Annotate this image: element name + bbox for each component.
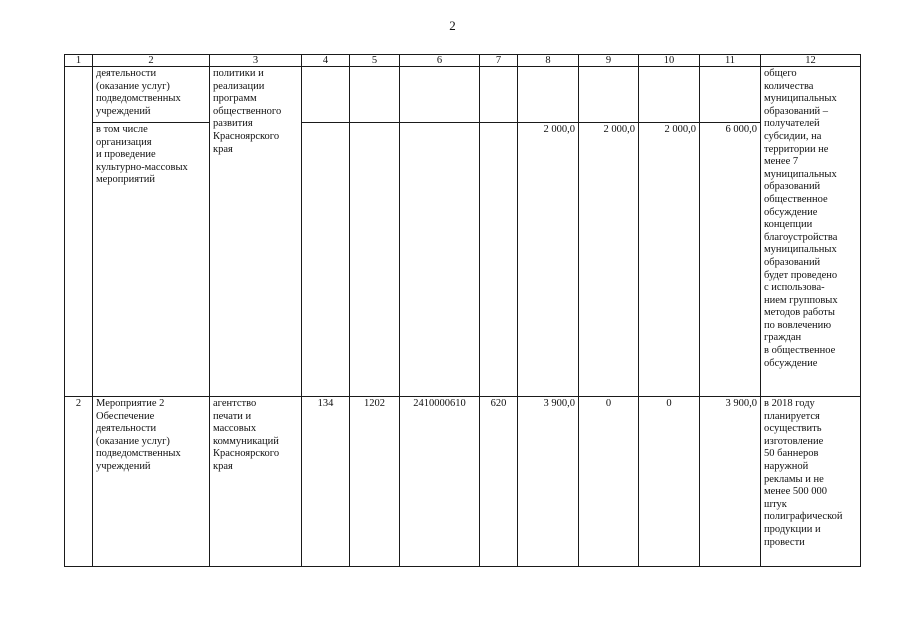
- header-cell: 3: [210, 55, 302, 67]
- header-cell: 5: [350, 55, 400, 67]
- code-cell: 620: [480, 397, 518, 567]
- header-cell: 10: [639, 55, 700, 67]
- amount-cell: 0: [639, 397, 700, 567]
- header-cell: 6: [400, 55, 480, 67]
- header-cell: 2: [93, 55, 210, 67]
- amount-cell: 3 900,0: [518, 397, 579, 567]
- header-cell: 4: [302, 55, 350, 67]
- activity-name-cell: Мероприятие 2 Обеспечение деятельности (оказание услуг) подведомственных учреждений: [93, 397, 210, 567]
- code-cell: 1202: [350, 397, 400, 567]
- activity-sub-name-cell: в том числе организация и проведение культурно-массовых мероприятий: [93, 123, 210, 397]
- amount-cell: 2 000,0: [579, 123, 639, 397]
- header-cell: 8: [518, 55, 579, 67]
- amount-cell: [639, 67, 700, 123]
- table-row: [65, 67, 861, 123]
- row-number-cell: 2: [65, 397, 93, 567]
- code-cell: [350, 123, 400, 397]
- table-row: [65, 397, 861, 567]
- executor-cell: агентство печати и массовых коммуникаций Красноярского края: [210, 397, 302, 567]
- code-cell: [350, 67, 400, 123]
- budget-table: [64, 54, 861, 567]
- code-cell: [400, 123, 480, 397]
- amount-cell: 2 000,0: [639, 123, 700, 397]
- amount-cell: 2 000,0: [518, 123, 579, 397]
- result-cell: общего количества муниципальных образований – получателей субсидии, на территории не менее 7 муниципальных образований общественное обсуждение концепции благоустройства муниципальных образований будет проведено с использова- нием групповых методов работы по вовлечению граждан в общественное обсуждение: [761, 67, 861, 397]
- activity-name-cell: деятельности (оказание услуг) подведомственных учреждений: [93, 67, 210, 123]
- header-cell: 1: [65, 55, 93, 67]
- amount-cell: [700, 67, 761, 123]
- code-cell: [480, 123, 518, 397]
- amount-cell: [579, 67, 639, 123]
- code-cell: [302, 123, 350, 397]
- table-row: [65, 123, 861, 397]
- amount-cell: [518, 67, 579, 123]
- executor-cell: политики и реализации программ общественного развития Красноярского края: [210, 67, 302, 397]
- row-number-cell: [65, 67, 93, 397]
- header-cell: 12: [761, 55, 861, 67]
- amount-cell: 6 000,0: [700, 123, 761, 397]
- header-row: [65, 55, 861, 67]
- code-cell: [400, 67, 480, 123]
- header-cell: 11: [700, 55, 761, 67]
- code-cell: [480, 67, 518, 123]
- page-number: 2: [449, 18, 456, 33]
- amount-cell: 0: [579, 397, 639, 567]
- header-cell: 9: [579, 55, 639, 67]
- result-cell: в 2018 году планируется осуществить изготовление 50 баннеров наружной рекламы и не менее 500 000 штук полиграфической продукции и провести: [761, 397, 861, 567]
- amount-cell: 3 900,0: [700, 397, 761, 567]
- header-cell: 7: [480, 55, 518, 67]
- code-cell: 134: [302, 397, 350, 567]
- code-cell: 2410000610: [400, 397, 480, 567]
- code-cell: [302, 67, 350, 123]
